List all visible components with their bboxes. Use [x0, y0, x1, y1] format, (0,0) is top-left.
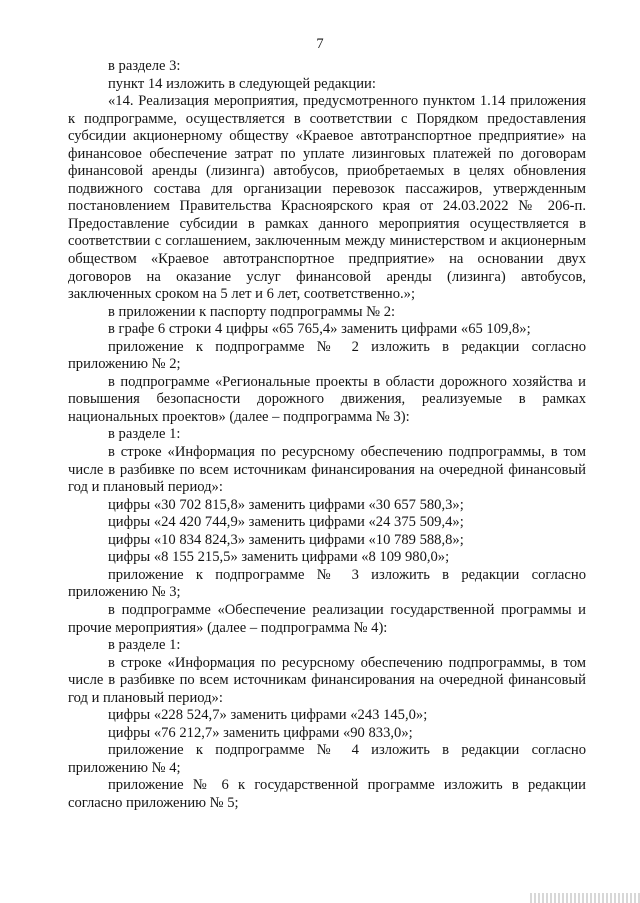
paragraph: цифры «24 420 744,9» заменить цифрами «24 375 509,4»; — [108, 514, 464, 531]
paragraph: приложение к подпрограмме № 2 изложить в редакции согласно приложению № 2; — [68, 338, 586, 373]
paragraph: цифры «228 524,7» заменить цифрами «243 145,0»; — [108, 707, 428, 724]
paragraph: цифры «30 702 815,8» заменить цифрами «30 657 580,3»; — [108, 496, 464, 513]
paragraph: в графе 6 строки 4 цифры «65 765,4» заменить цифрами «65 109,8»; — [108, 321, 531, 338]
paragraph: в разделе 1: — [108, 637, 181, 654]
paragraph: пункт 14 изложить в следующей редакции: — [108, 75, 376, 92]
paragraph: в разделе 1: — [108, 426, 181, 443]
paragraph: в приложении к паспорту подпрограммы № 2: — [108, 303, 396, 320]
paragraph: «14. Реализация мероприятия, предусмотренного пунктом 1.14 приложения к подпрограмме, осуществляется в соответствии с Порядком предоставления субсидии акционерному обществу «Краевое автотранспортное предприятие» на финансовое обеспечение затрат по уплате лизинговых платежей по договорам финансовой аренды (лизинга) автобусов, приобретаемых в целях обновления подвижного состава для организации перевозок пассажиров, утвержденным постановлением Правительства Красноярского края от 24.03.2022 № 206-п. Предоставление субсидии в рамках данного мероприятия осуществляется в соответствии с соглашением, заключенным между министерством и акционерным обществом «Краевое автотранспортное предприятие» на основании двух договоров на оказание услуг финансовой аренды (лизинга) автобусов, заключенных сроком на 5 лет и 6 лет, соответственно.»; — [68, 93, 586, 303]
paragraph: приложение к подпрограмме № 3 изложить в редакции согласно приложению № 3; — [68, 566, 586, 601]
paragraph: в строке «Информация по ресурсному обеспечению подпрограммы, в том числе в разбивке по всем источникам финансирования на очередной финансовый год и плановый период»: — [68, 444, 586, 496]
paragraph: цифры «76 212,7» заменить цифрами «90 833,0»; — [108, 724, 413, 741]
paragraph: в разделе 3: — [108, 58, 181, 74]
paragraph: в подпрограмме «Обеспечение реализации государственной программы и прочие мероприятия» (далее – подпрограмма № 4): — [68, 601, 586, 636]
paragraph: в подпрограмме «Региональные проекты в области дорожного хозяйства и повышения безопасности дорожного движения, реализуемые в рамках национальных проектов» (далее – подпрограмма № 3): — [68, 373, 586, 425]
scan-edge-mark — [530, 893, 640, 903]
paragraph: приложение к подпрограмме № 4 изложить в редакции согласно приложению № 4; — [68, 742, 586, 776]
paragraph: приложение № 6 к государственной программе изложить в редакции согласно приложению № 5; — [68, 777, 586, 811]
paragraph: цифры «8 155 215,5» заменить цифрами «8 109 980,0»; — [108, 549, 450, 566]
paragraph: цифры «10 834 824,3» заменить цифрами «10 789 588,8»; — [108, 531, 464, 548]
paragraph: в строке «Информация по ресурсному обеспечению подпрограммы, в том числе в разбивке по всем источникам финансирования на очередной финансовый год и плановый период»: — [68, 654, 586, 706]
page-number: 7 — [316, 36, 324, 52]
document-body — [68, 58, 586, 813]
